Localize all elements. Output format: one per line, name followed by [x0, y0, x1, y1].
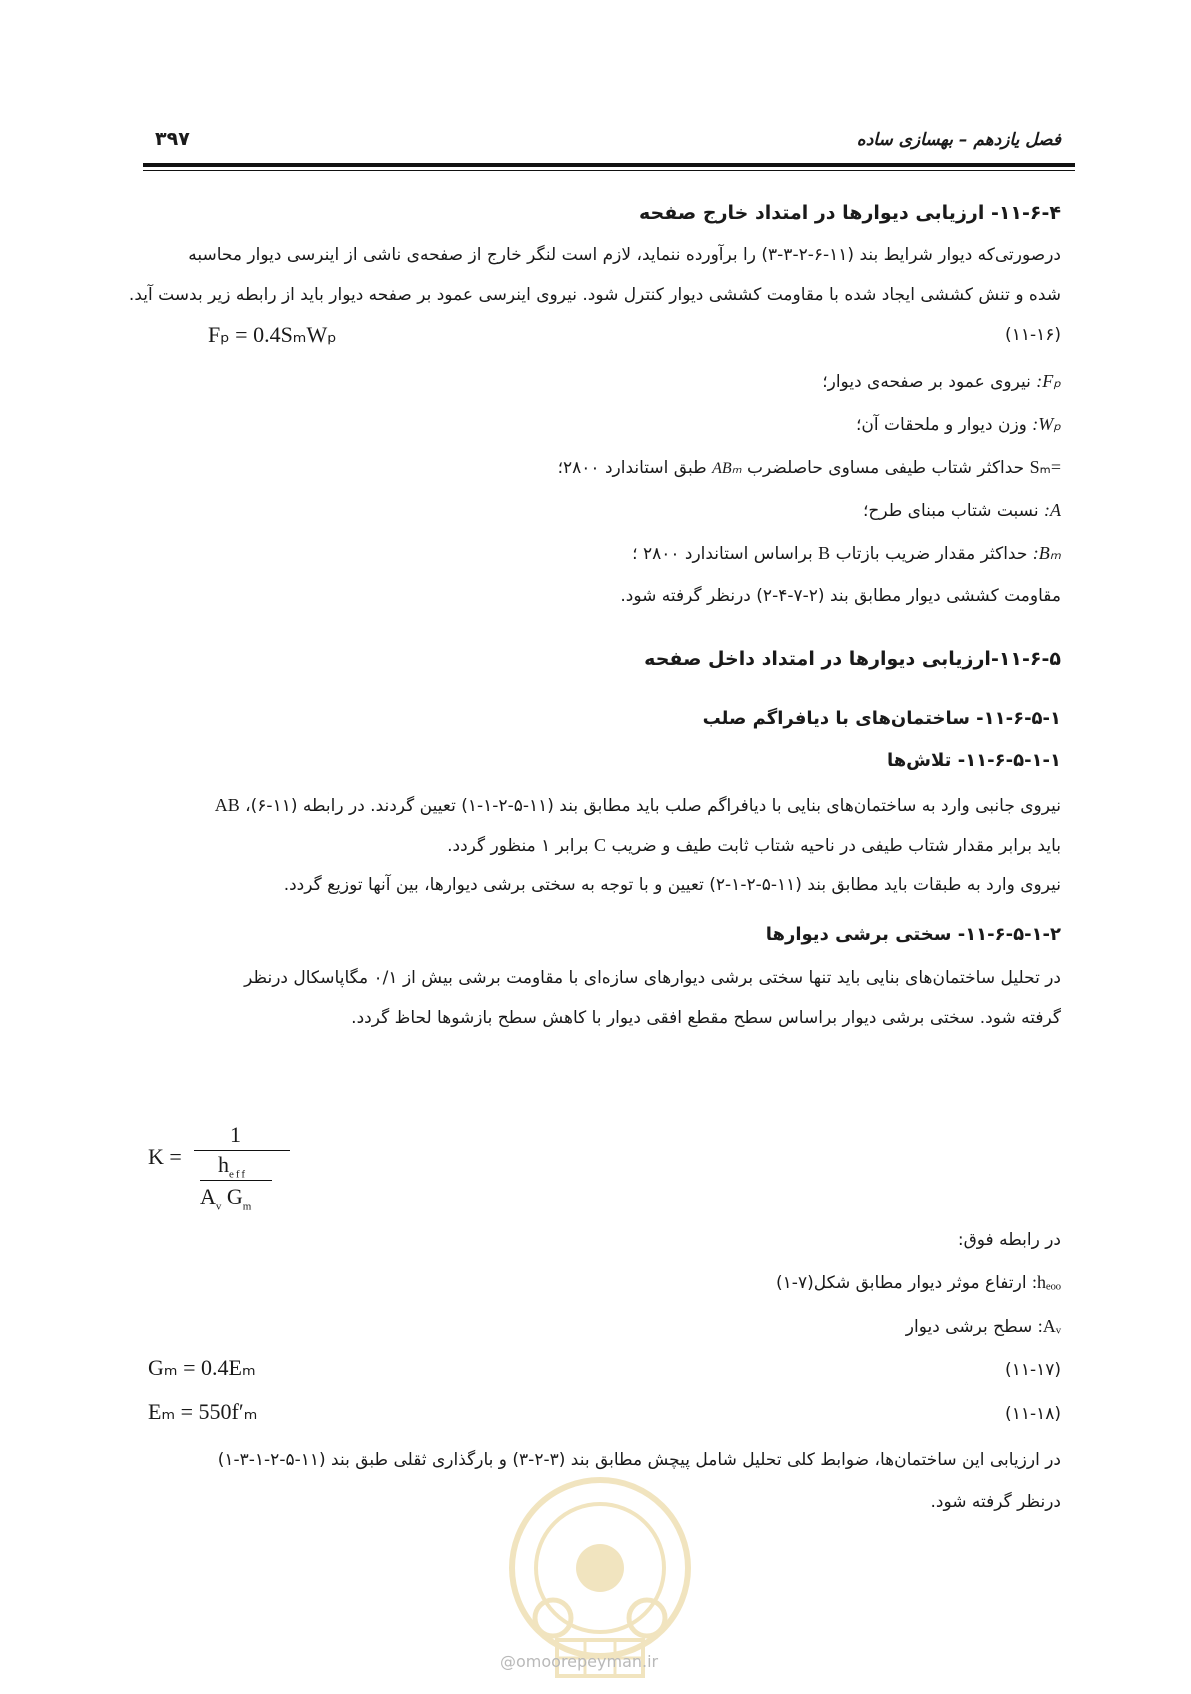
- definition-fp: [822, 371, 1061, 392]
- header-rule: [143, 163, 1075, 167]
- definition-av: [906, 1316, 1061, 1337]
- paragraph-line: [215, 795, 1061, 816]
- definition-text: ارتفاع موثر دیوار مطابق شکل(۷-۱): [776, 1273, 1027, 1293]
- paragraph-line: در ارزیابی این ساختمان‌ها، ضوابط کلی تحلیل شامل پیچش مطابق بند (۳-۲-۳) و بارگذاری ثقلی طبق بند (۱۱-۵-۲-۱-۳-۱): [217, 1450, 1061, 1470]
- subsection-heading-11-6-5-1-1: ۱۱-۶-۵-۱-۱- تلاش‌ها: [886, 750, 1061, 771]
- symbol-a: A:: [1044, 500, 1061, 520]
- symbol-bm: Bₘ:: [1032, 543, 1061, 563]
- k-numerator: 1: [230, 1122, 241, 1147]
- paragraph-text: برابر ۱ منظور گردد.: [447, 836, 589, 856]
- where-label: در رابطه فوق:: [957, 1230, 1061, 1250]
- paragraph-line: [447, 835, 1061, 856]
- equation-number: (۱۱-۱۸): [1005, 1404, 1061, 1424]
- subsection-heading-11-6-5-1-2: ۱۱-۶-۵-۱-۲- سختی برشی دیوارها: [765, 924, 1061, 945]
- page-number: ۳۹۷: [155, 128, 190, 150]
- equation-number: (۱۱-۱۷): [1005, 1360, 1061, 1380]
- paragraph-line: شده و تنش کششی ایجاد شده با مقاومت کششی دیوار کنترل شود. نیروی اینرسی عمود بر صفحه دیوار باید از رابطه زیر بدست آید.: [128, 285, 1061, 305]
- equation-number: (۱۱-۱۶): [1005, 325, 1061, 345]
- closing-sentence: مقاومت کششی دیوار مطابق بند (۲-۷-۴-۲) درنظر گرفته شود.: [620, 586, 1061, 606]
- paragraph-line: در تحلیل ساختمان‌های بنایی باید تنها سختی برشی دیوارهای سازه‌ای با مقاومت برشی بیش از ۰/۱ مگاپاسکال درنظر: [244, 968, 1061, 988]
- symbol-wp: Wₚ:: [1032, 414, 1061, 434]
- chapter-title: فصل یازدهم – بهسازی ساده: [856, 130, 1061, 150]
- definition-text: نیروی عمود بر صفحه‌ی دیوار؛: [822, 372, 1031, 392]
- equation-fp: Fₚ = 0.4SₘWₚ: [208, 322, 337, 347]
- k-av-gm: $A_v$ $G_m$: [200, 1184, 252, 1213]
- section-heading-11-6-4: ۱۱-۶-۴- ارزیابی دیوارها در امتداد خارج صفحه: [639, 202, 1061, 224]
- definition-text: وزن دیوار و ملحقات آن؛: [856, 415, 1027, 435]
- equation-k-fraction: [148, 1122, 298, 1222]
- definition-text: سطح برشی دیوار: [905, 1317, 1033, 1337]
- definition-text: براساس استاندارد ۲۸۰۰ ؛: [632, 544, 813, 564]
- symbol-abm: ABₘ: [712, 460, 742, 477]
- paragraph-line: درنظر گرفته شود.: [930, 1492, 1061, 1512]
- equation-gm: Gₘ = 0.4Eₘ: [148, 1355, 256, 1380]
- watermark-url: @omoorepeyman.ir: [500, 1652, 659, 1671]
- k-heff: $h_{eff}$: [218, 1152, 248, 1181]
- section-heading-11-6-5: ۱۱-۶-۵-ارزیابی دیوارها در امتداد داخل صفحه: [644, 648, 1061, 670]
- header-rule-thin: [143, 170, 1075, 171]
- paragraph-line: درصورتی‌که دیوار شرایط بند (۱۱-۶-۲-۳-۳) را برآورده ننماید، لازم است لنگر خارج از صفحه‌ی ناشی از اینرسی دیوار محاسبه: [188, 245, 1061, 265]
- symbol-sm: =Sₘ: [1029, 457, 1061, 477]
- equation-em: Eₘ = 550f′ₘ: [148, 1399, 258, 1424]
- definition-bm: [632, 543, 1061, 564]
- definition-text: طبق استاندارد ۲۸۰۰؛: [557, 458, 707, 478]
- symbol-heff: hₑₒₒ:: [1031, 1272, 1061, 1292]
- k-lhs: K =: [148, 1144, 182, 1169]
- definition-text: حداکثر شتاب طیفی مساوی حاصلضرب: [746, 458, 1025, 478]
- symbol-fp: Fₚ:: [1036, 371, 1061, 391]
- definition-text: نسبت شتاب مبنای طرح؛: [862, 501, 1039, 521]
- subsection-heading-11-6-5-1: ۱۱-۶-۵-۱- ساختمان‌های با دیافراگم صلب: [702, 708, 1061, 729]
- definition-text: حداکثر مقدار ضریب بازتاب: [835, 544, 1028, 564]
- paragraph-line: گرفته شود. سختی برشی دیوار براساس سطح مقطع افقی دیوار با کاهش سطح بازشوها لحاظ گردد.: [351, 1008, 1061, 1028]
- definition-a: [863, 500, 1061, 521]
- definition-sm: [558, 457, 1061, 478]
- paragraph-text: نیروی جانبی وارد به ساختمان‌های بنایی با دیافراگم صلب باید مطابق بند (۱۱-۵-۲-۱-۱) تعیین گردند. در رابطه (۱۱-۶)،: [245, 796, 1061, 816]
- symbol-c: C: [594, 835, 607, 855]
- symbol-av: Aᵥ:: [1037, 1316, 1061, 1336]
- symbol-b: B: [818, 543, 831, 563]
- symbol-ab: AB: [214, 795, 240, 815]
- paragraph-line: نیروی وارد به طبقات باید مطابق بند (۱۱-۵-۲-۱-۲) تعیین و با توجه به سختی برشی دیوارها، بین آنها توزیع گردد.: [283, 875, 1061, 895]
- paragraph-text: باید برابر مقدار شتاب طیفی در ناحیه شتاب ثابت طیف و ضریب: [611, 836, 1061, 856]
- fraction-bar-inner: [200, 1180, 272, 1181]
- definition-wp: [856, 414, 1061, 435]
- fraction-bar: [194, 1150, 290, 1151]
- definition-heff: [776, 1272, 1061, 1293]
